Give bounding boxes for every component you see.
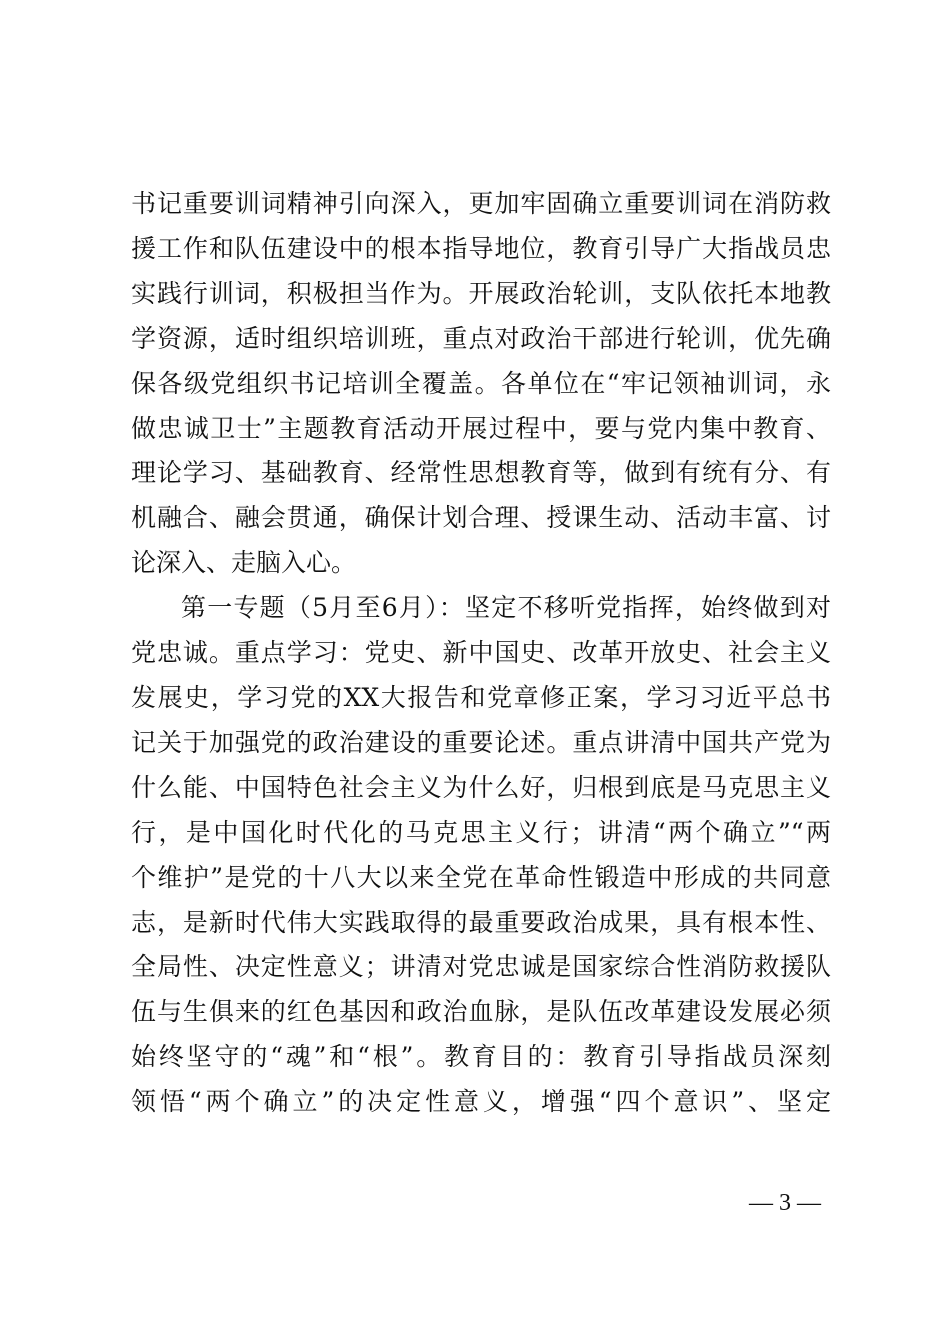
- text-line: 援工作和队伍建设中的根本指导地位，教育引导广大指战员忠: [131, 233, 831, 263]
- text-line: 党忠诚。重点学习：党史、新中国史、改革开放史、社会主义: [131, 638, 831, 668]
- text-line: 个维护”是党的十八大以来全党在革命性锻造中形成的共同意: [131, 862, 831, 892]
- text-line: 实践行训词，积极担当作为。开展政治轮训，支队依托本地教: [131, 278, 831, 308]
- text-line: 保各级党组织书记培训全覆盖。各单位在“牢记领袖训词，永: [131, 368, 831, 398]
- text-line: 全局性、决定性意义；讲清对党忠诚是国家综合性消防救援队: [131, 952, 831, 982]
- document-body: [131, 182, 831, 1125]
- text-line: 始终坚守的“魂”和“根”。教育目的：教育引导指战员深刻: [131, 1042, 831, 1072]
- text-line: 书记重要训词精神引向深入，更加牢固确立重要训词在消防救: [131, 189, 831, 218]
- text-line: 论深入、走脑入心。: [131, 548, 357, 578]
- text-line: 行，是中国化时代化的马克思主义行；讲清“两个确立”“两: [131, 817, 831, 847]
- section-heading-line: 第一专题（5月至6月）：坚定不移听党指挥，始终做到对: [181, 593, 831, 623]
- text-line: 学资源，适时组织培训班，重点对政治干部进行轮训，优先确: [131, 323, 831, 353]
- text-line: 志，是新时代伟大实践取得的最重要政治成果，具有根本性、: [131, 907, 831, 937]
- text-line: 什么能、中国特色社会主义为什么好，归根到底是马克思主义: [131, 772, 831, 802]
- text-line: 领悟“两个确立”的决定性意义，增强“四个意识”、坚定: [131, 1087, 832, 1117]
- text-line: 做忠诚卫士”主题教育活动开展过程中，要与党内集中教育、: [131, 413, 831, 443]
- text-line: 发展史，学习党的XX大报告和党章修正案，学习习近平总书: [131, 682, 831, 712]
- text-line: 伍与生俱来的红色基因和政治血脉，是队伍改革建设发展必须: [131, 997, 831, 1027]
- text-line: 理论学习、基础教育、经常性思想教育等，做到有统有分、有: [131, 458, 831, 488]
- text-line: 记关于加强党的政治建设的重要论述。重点讲清中国共产党为: [131, 727, 831, 757]
- text-line: 机融合、融会贯通，确保计划合理、授课生动、活动丰富、讨: [131, 503, 831, 533]
- page-number: — 3 —: [749, 1190, 821, 1216]
